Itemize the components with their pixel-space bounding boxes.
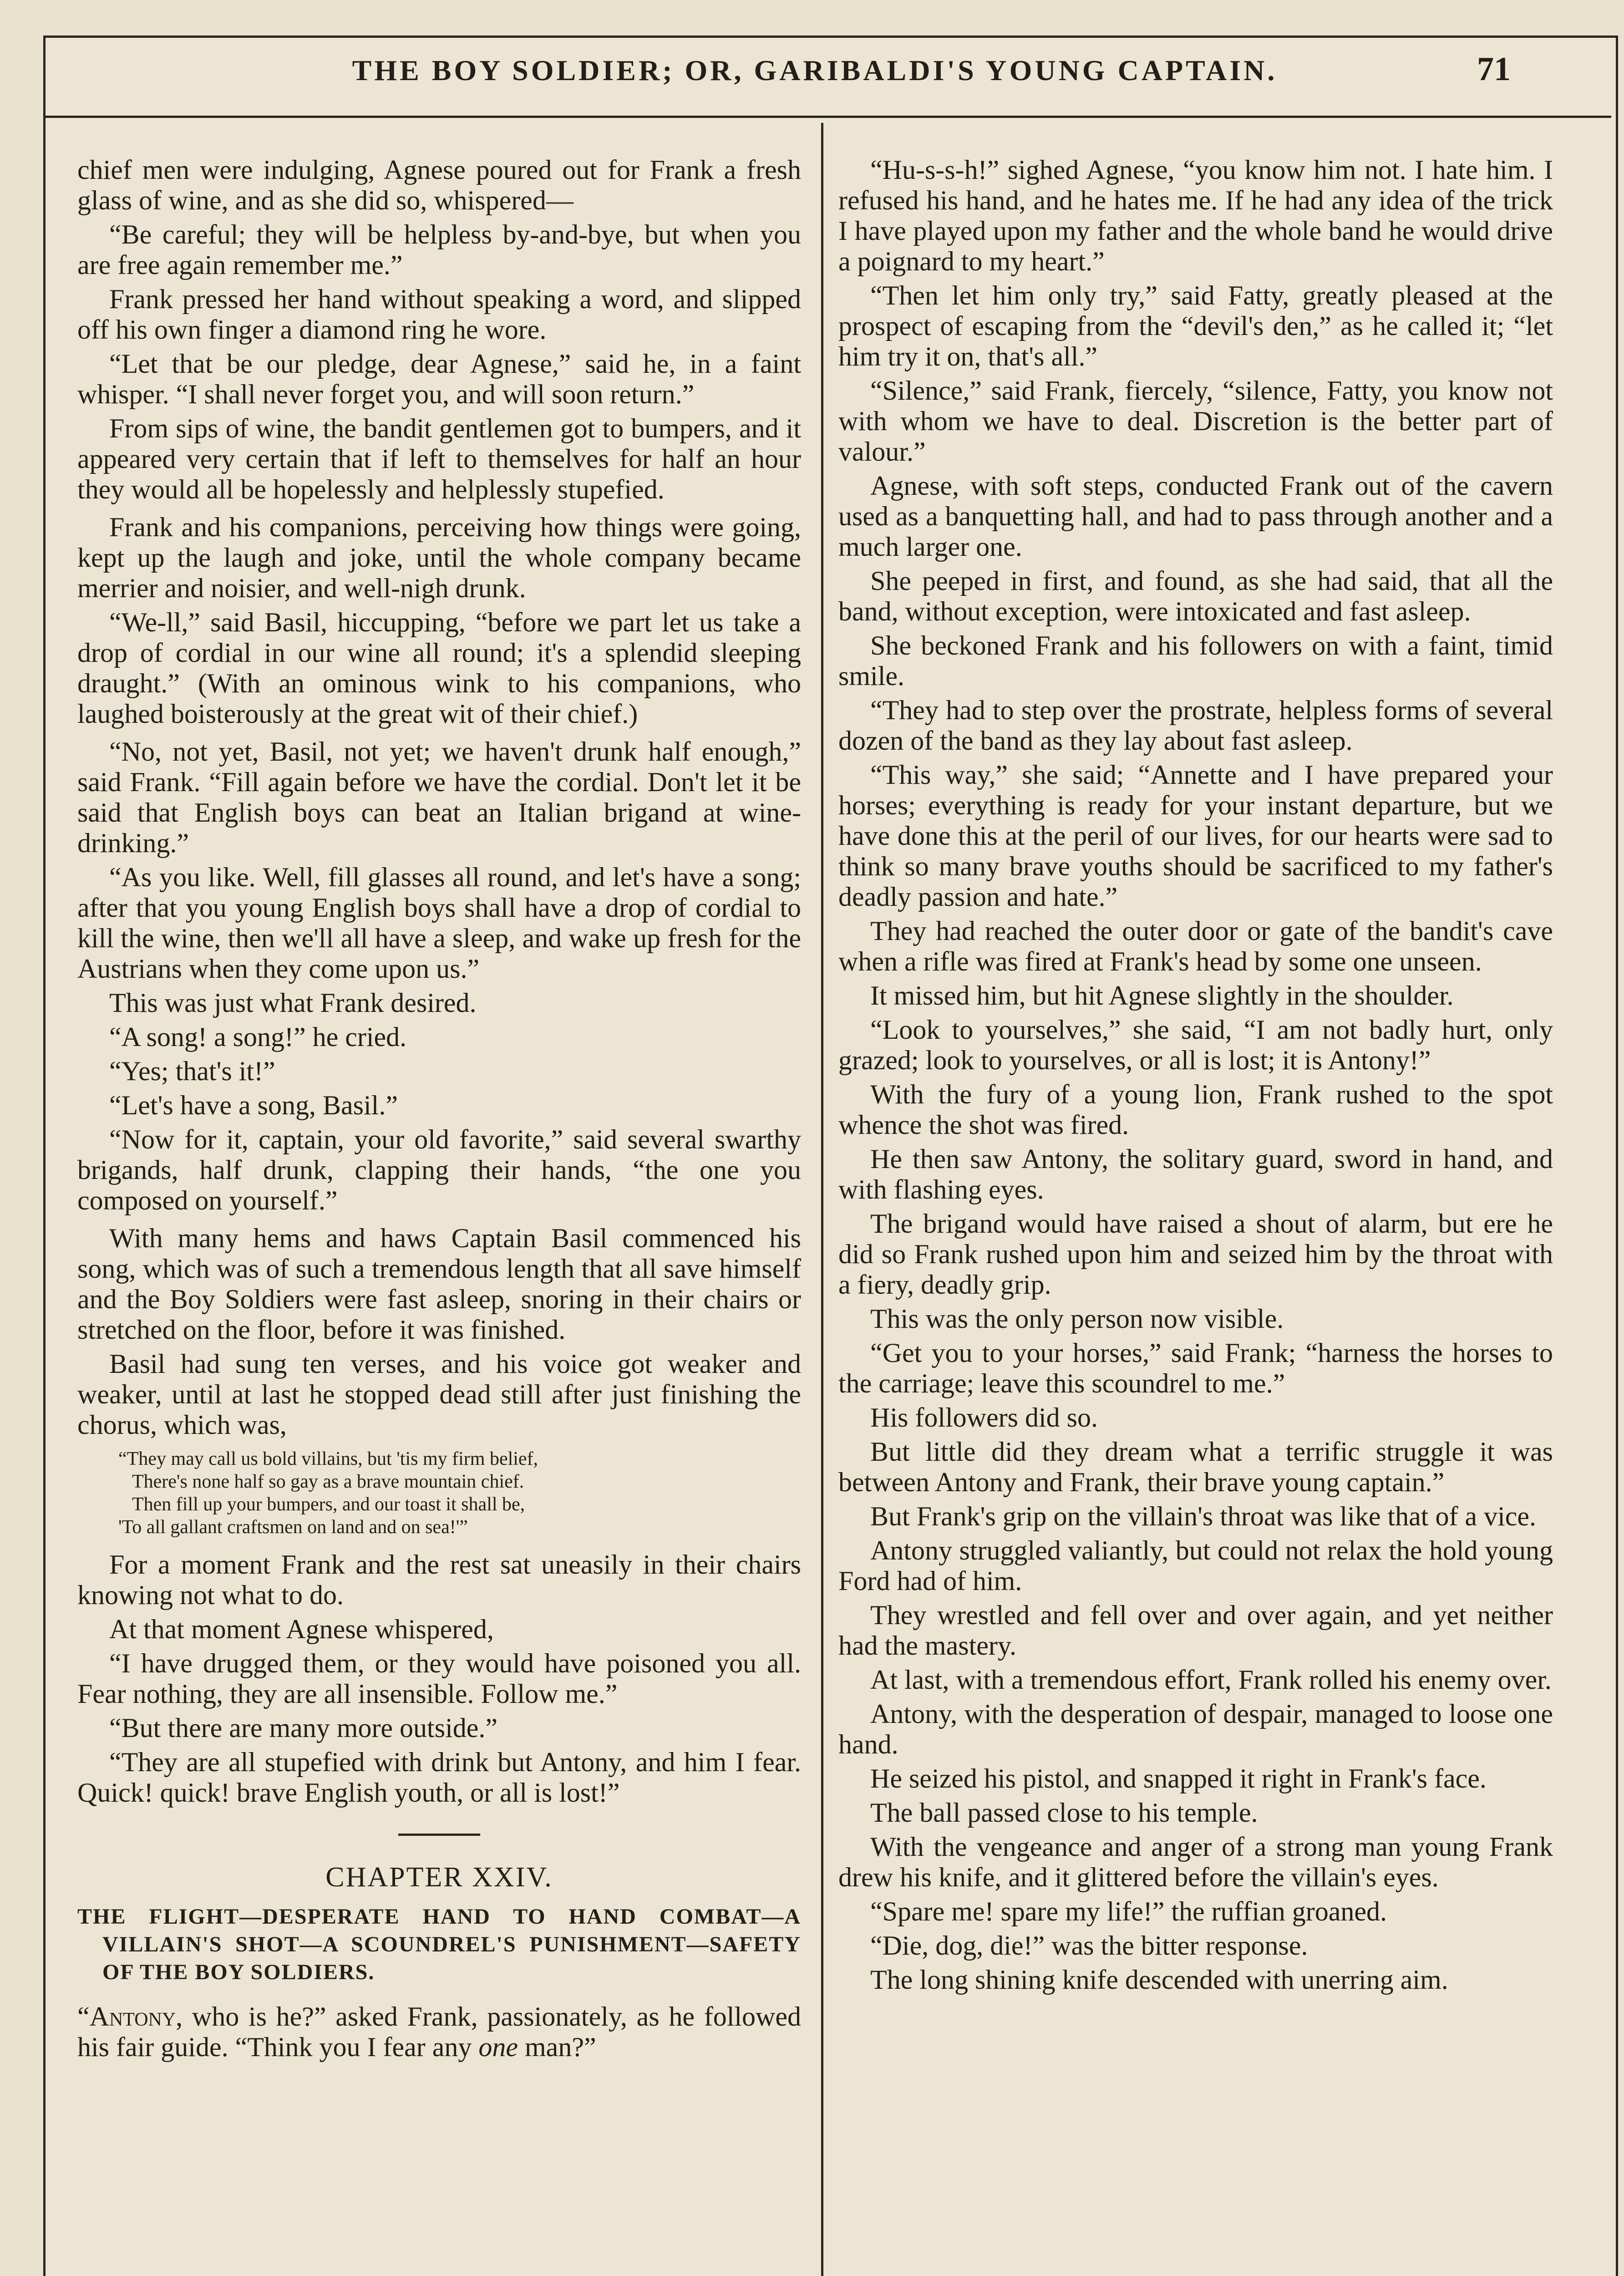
opening-text-end: man?” bbox=[518, 2032, 596, 2062]
verse-line: 'To all gallant craftsmen on land and on sea!'” bbox=[118, 1517, 468, 1538]
paragraph: “A song! a song!” he cried. bbox=[109, 1022, 407, 1052]
paragraph: With the fury of a young lion, Frank rushed to the spot whence the shot was fired. bbox=[838, 1079, 1553, 1140]
paragraph: “They are all stupefied with drink but Antony, and him I fear. Quick! quick! brave English youth, or all is lost!” bbox=[77, 1747, 801, 1808]
paragraph: This was just what Frank desired. bbox=[109, 988, 477, 1018]
opening-text: who is he?” asked Frank, passionately, as he followed his fair guide. “Think you I fear any bbox=[77, 2002, 801, 2062]
emphasis: one bbox=[478, 2032, 518, 2062]
paragraph: “I have drugged them, or they would have poisoned you all. Fear nothing, they are all insensible. Follow me.” bbox=[77, 1648, 801, 1709]
paragraph: Basil had sung ten verses, and his voice got weaker and weaker, until at last he stopped dead still after just finishing the chorus, which was, bbox=[77, 1349, 801, 1440]
paragraph: “As you like. Well, fill glasses all round, and let's have a song; after that you young English boys shall have a drop of cordial to kill the wine, then we'll all have a sleep, and wake up fresh for the Austrians when they come upon us.” bbox=[77, 862, 801, 984]
paragraph: “Be careful; they will be helpless by-and-bye, but when you are free again remember me.” bbox=[77, 219, 801, 280]
paragraph: Frank pressed her hand without speaking a word, and slipped off his own finger a diamond ring he wore. bbox=[77, 284, 801, 345]
paragraph: Antony, with the desperation of despair, managed to loose one hand. bbox=[838, 1699, 1553, 1759]
song-verse bbox=[77, 1448, 801, 1539]
paragraph: He then saw Antony, the solitary guard, sword in hand, and with flashing eyes. bbox=[838, 1144, 1553, 1204]
paragraph: “Let's have a song, Basil.” bbox=[109, 1090, 398, 1120]
paragraph: His followers did so. bbox=[870, 1402, 1098, 1433]
paragraph: At last, with a tremendous effort, Frank rolled his enemy over. bbox=[870, 1665, 1552, 1695]
chapter-summary: THE FLIGHT—DESPERATE HAND TO HAND COMBAT—A VILLAIN'S SHOT—A SCOUNDREL'S PUNISHMENT—SAFETY OF THE BOY SOLDIERS. bbox=[77, 1905, 801, 1984]
paragraph: The long shining knife descended with unerring aim. bbox=[870, 1965, 1448, 1995]
paragraph: “Look to yourselves,” she said, “I am not badly hurt, only grazed; look to yourselves, or all is lost; it is Antony!” bbox=[838, 1015, 1553, 1075]
paragraph: The ball passed close to his temple. bbox=[870, 1798, 1258, 1828]
paragraph: Antony struggled valiantly, but could not relax the hold young Ford had of him. bbox=[838, 1535, 1553, 1596]
section-separator bbox=[398, 1834, 480, 1836]
paragraph: But Frank's grip on the villain's throat was like that of a vice. bbox=[870, 1501, 1536, 1531]
paragraph: But little did they dream what a terrific struggle it was between Antony and Frank, their brave young captain.” bbox=[838, 1437, 1553, 1497]
paragraph: “Then let him only try,” said Fatty, greatly pleased at the prospect of escaping from the “devil's den,” as he called it; “let him try it on, that's all.” bbox=[838, 280, 1553, 371]
paragraph: “This way,” she said; “Annette and I have prepared your horses; everything is ready for your instant departure, but we have done this at the peril of our lives, for our hearts were sad to think so many brave youths should be sacrificed to my father's deadly passion and hate.” bbox=[838, 760, 1553, 912]
paragraph: “They had to step over the prostrate, helpless forms of several dozen of the band as they lay about fast asleep. bbox=[838, 695, 1553, 756]
opening-word: “Antony, bbox=[77, 2002, 183, 2032]
paragraph: “Spare me! spare my life!” the ruffian groaned. bbox=[870, 1896, 1387, 1926]
paragraph: From sips of wine, the bandit gentlemen got to bumpers, and it appeared very certain that if left to themselves for half an hour they would all be hopelessly and helplessly stupefied. bbox=[77, 413, 801, 504]
paragraph: She peeped in first, and found, as she had said, that all the band, without exception, were intoxicated and fast asleep. bbox=[838, 566, 1553, 626]
chapter-opening-paragraph bbox=[77, 2002, 801, 2063]
verse-line: There's none half so gay as a brave mountain chief. bbox=[132, 1471, 524, 1492]
page-number: 71 bbox=[1477, 51, 1511, 88]
paragraph: Agnese, with soft steps, conducted Frank out of the cavern used as a banquetting hall, and had to pass through another and a much larger one. bbox=[838, 471, 1553, 562]
running-header-title: THE BOY SOLDIER; OR, GARIBALDI'S YOUNG CAPTAIN. bbox=[352, 54, 1278, 86]
verse-line: Then fill up your bumpers, and our toast it shall be, bbox=[132, 1494, 525, 1515]
paragraph: chief men were indulging, Agnese poured out for Frank a fresh glass of wine, and as she did so, whispered— bbox=[77, 155, 801, 215]
paragraph: “Get you to your horses,” said Frank; “harness the horses to the carriage; leave this scoundrel to me.” bbox=[838, 1338, 1553, 1398]
right-column bbox=[838, 155, 1553, 1999]
paragraph: “Now for it, captain, your old favorite,” said several swarthy brigands, half drunk, clapping their hands, “the one you composed on yourself.” bbox=[77, 1124, 801, 1215]
paragraph: This was the only person now visible. bbox=[870, 1304, 1284, 1334]
paragraph: They had reached the outer door or gate of the bandit's cave when a rifle was fired at Frank's head by some one unseen. bbox=[838, 916, 1553, 976]
left-column bbox=[77, 155, 801, 2066]
paragraph: “Silence,” said Frank, fiercely, “silence, Fatty, you know not with whom we have to deal. Discretion is the better part of valour.” bbox=[838, 376, 1553, 467]
paragraph: “No, not yet, Basil, not yet; we haven't drunk half enough,” said Frank. “Fill again before we have the cordial. Don't let it be said that English boys can beat an Italian brigand at wine-drinking.” bbox=[77, 737, 801, 858]
chapter-heading: CHAPTER XXIV. bbox=[325, 1862, 553, 1893]
paragraph: It missed him, but hit Agnese slightly in the shoulder. bbox=[870, 981, 1454, 1011]
paragraph: They wrestled and fell over and over again, and yet neither had the mastery. bbox=[838, 1600, 1553, 1661]
paragraph: For a moment Frank and the rest sat uneasily in their chairs knowing not what to do. bbox=[77, 1550, 801, 1610]
paragraph: “Hu-s-s-h!” sighed Agnese, “you know him not. I hate him. I refused his hand, and he hates me. If he had any idea of the trick I have played upon my father and the whole band he would drive a poignard to my heart.” bbox=[838, 155, 1553, 276]
paragraph: “Yes; that's it!” bbox=[109, 1056, 275, 1086]
paragraph: Frank and his companions, perceiving how things were going, kept up the laugh and joke, until the whole company became merrier and noisier, and well-nigh drunk. bbox=[77, 512, 801, 603]
paragraph: The brigand would have raised a shout of alarm, but ere he did so Frank rushed upon him and seized him by the throat with a fiery, deadly grip. bbox=[838, 1209, 1553, 1300]
paragraph: “Let that be our pledge, dear Agnese,” said he, in a faint whisper. “I shall never forget you, and will soon return.” bbox=[77, 349, 801, 409]
paragraph: With the vengeance and anger of a strong man young Frank drew his knife, and it glittered before the villain's eyes. bbox=[838, 1832, 1553, 1892]
paragraph: At that moment Agnese whispered, bbox=[109, 1614, 494, 1644]
paragraph: She beckoned Frank and his followers on with a faint, timid smile. bbox=[838, 630, 1553, 691]
paragraph: He seized his pistol, and snapped it right in Frank's face. bbox=[870, 1763, 1487, 1793]
paragraph: “Die, dog, die!” was the bitter response. bbox=[870, 1931, 1308, 1961]
paragraph: With many hems and haws Captain Basil commenced his song, which was of such a tremendous length that all save himself and the Boy Soldiers were fast asleep, snoring in their chairs or stretched on the floor, before it was finished. bbox=[77, 1223, 801, 1345]
column-divider bbox=[821, 123, 823, 2276]
verse-line: “They may call us bold villains, but 'tis my firm belief, bbox=[118, 1448, 538, 1469]
header-rule bbox=[46, 116, 1611, 118]
paragraph: “We-ll,” said Basil, hiccupping, “before we part let us take a drop of cordial in our wine all round; it's a splendid sleeping draught.” (With an ominous wink to his companions, who laughed boisterously at the great wit of their chief.) bbox=[77, 607, 801, 729]
paragraph: “But there are many more outside.” bbox=[109, 1713, 498, 1743]
